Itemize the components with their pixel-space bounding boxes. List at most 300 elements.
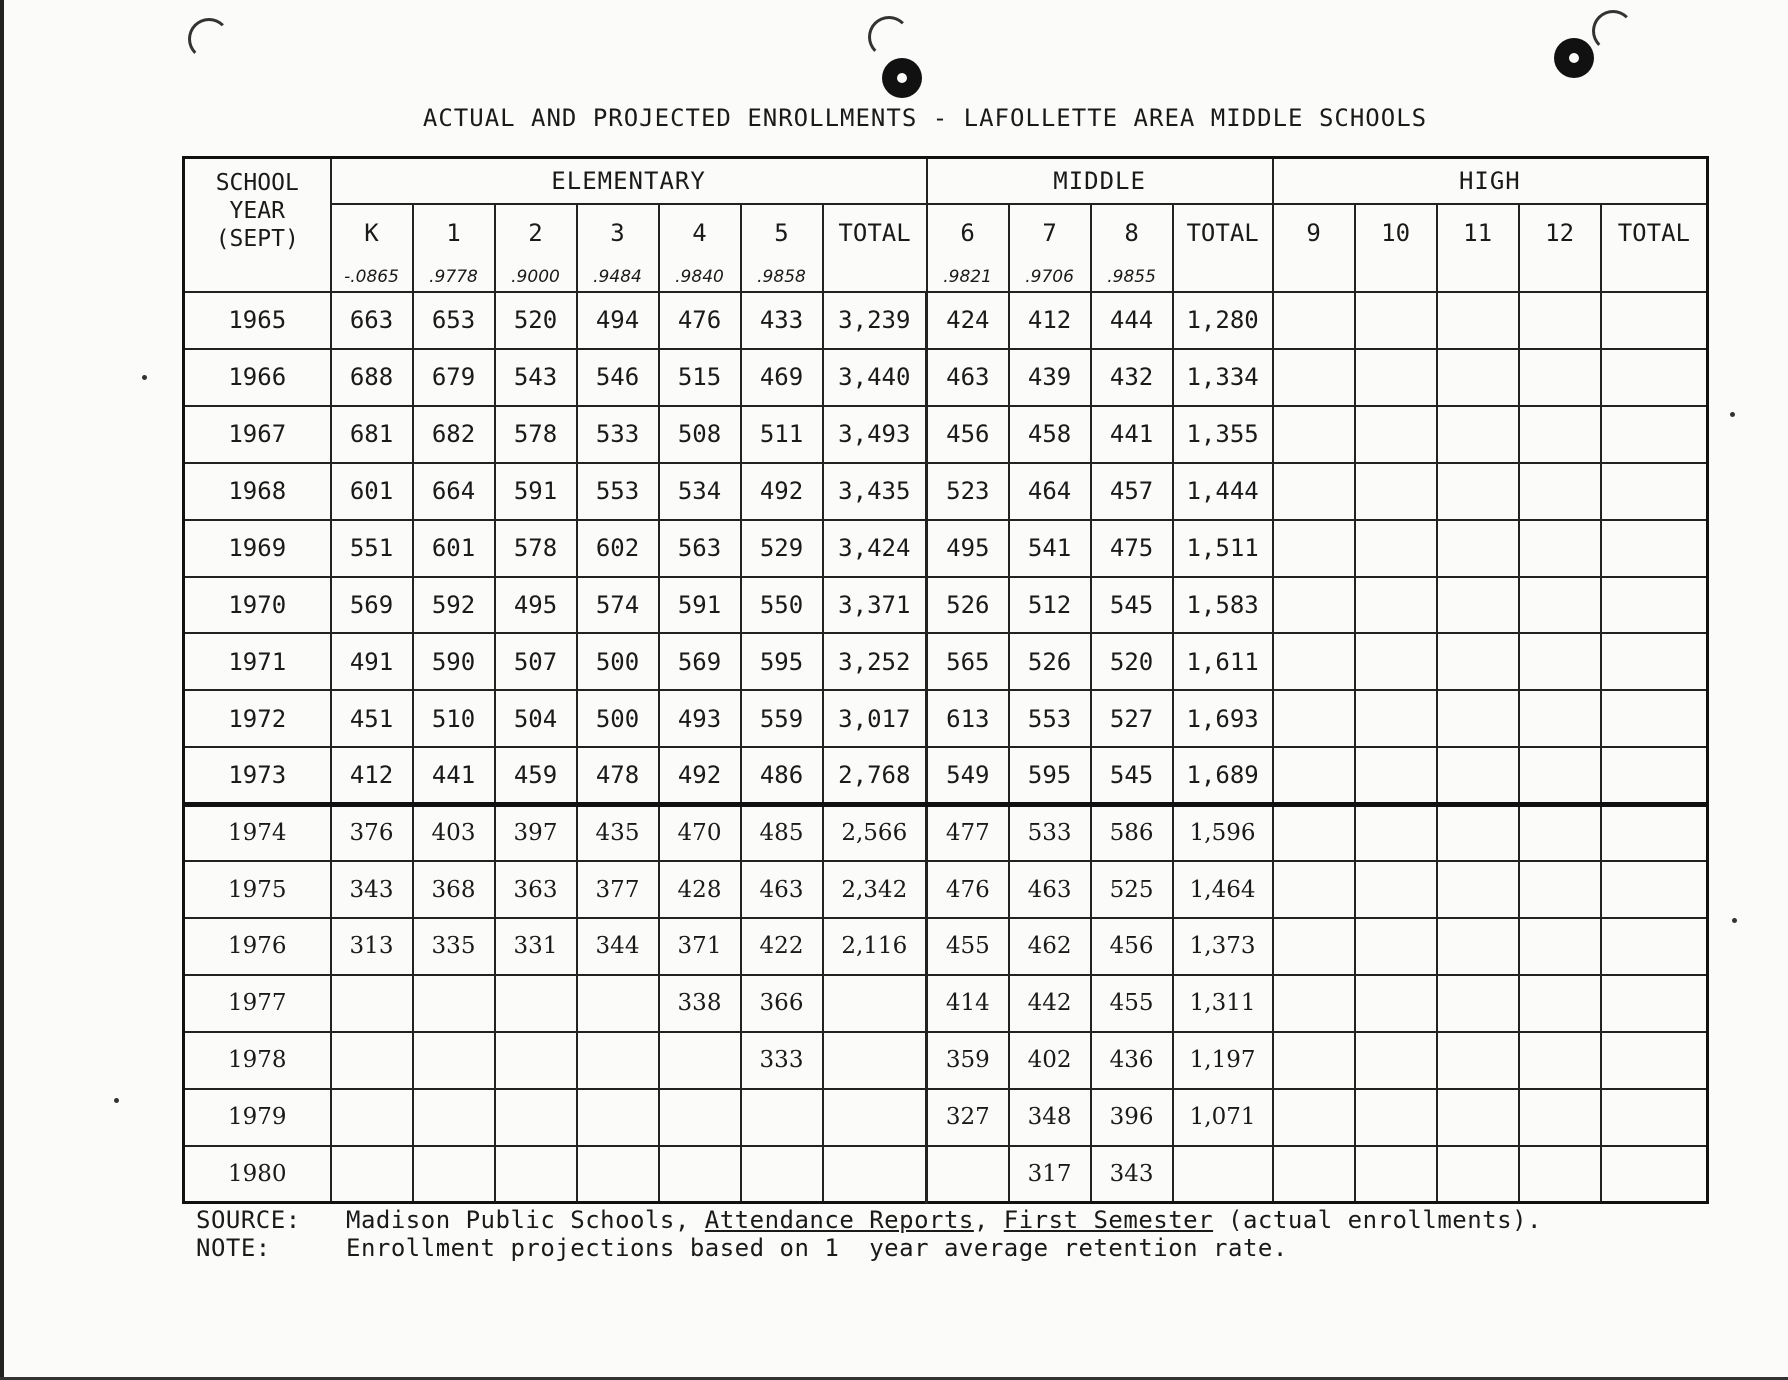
elementary-grade-cell: 569 (331, 577, 413, 634)
high-grade-cell (1273, 463, 1355, 520)
high-total-cell (1601, 292, 1708, 349)
elementary-grade-cell: 602 (577, 520, 659, 577)
elementary-total-cell: 2,342 (823, 861, 927, 918)
elementary-grade-cell: 543 (495, 349, 577, 406)
elementary-grade-cell (659, 1089, 741, 1146)
grade-label: 3 (610, 219, 625, 247)
elementary-grade-cell (331, 1089, 413, 1146)
scan-speck (1730, 412, 1735, 417)
elementary-grade-cell: 508 (659, 406, 741, 463)
high-grade-cell (1273, 349, 1355, 406)
column-header-row (184, 204, 1708, 292)
middle-grade-cell: 533 (1009, 804, 1091, 861)
grade-label: 12 (1545, 219, 1575, 247)
high-grade-cell (1519, 747, 1601, 804)
retention-rate: .9484 (593, 267, 642, 287)
elementary-grade-cell (413, 975, 495, 1032)
high-grade-cell (1519, 349, 1601, 406)
middle-grade-cell: 327 (927, 1089, 1009, 1146)
high-grade-cell (1355, 975, 1437, 1032)
elementary-grade-cell: 679 (413, 349, 495, 406)
high-grade-cell (1437, 861, 1519, 918)
elementary-total-cell: 2,566 (823, 804, 927, 861)
elementary-grade-cell: 500 (577, 633, 659, 690)
high-grade-cell (1273, 861, 1355, 918)
middle-grade-cell: 475 (1091, 520, 1173, 577)
high-grade-cell (1437, 577, 1519, 634)
high-grade-cell (1355, 406, 1437, 463)
elementary-grade-cell: 510 (413, 690, 495, 747)
high-grade-cell (1437, 918, 1519, 975)
middle-total-cell: 1,583 (1173, 577, 1273, 634)
middle-grade-cell: 545 (1091, 747, 1173, 804)
elementary-grade-cell (413, 1089, 495, 1146)
retention-rate: -.0865 (344, 267, 399, 287)
elementary-total-header (823, 204, 927, 292)
source-title-underlined: Attendance Reports (704, 1206, 974, 1234)
high-grade-cell (1273, 633, 1355, 690)
high-grade-cell (1519, 292, 1601, 349)
high-grade-cell (1519, 918, 1601, 975)
school-year-header-line: (SEPT) (215, 226, 299, 252)
grade-column-header (1355, 204, 1437, 292)
elementary-grade-cell: 563 (659, 520, 741, 577)
elementary-grade-cell: 435 (577, 804, 659, 861)
retention-rate: .9821 (943, 267, 992, 287)
middle-grade-cell: 458 (1009, 406, 1091, 463)
middle-total-cell: 1,311 (1173, 975, 1273, 1032)
middle-grade-cell: 456 (927, 406, 1009, 463)
high-grade-cell (1519, 520, 1601, 577)
school-year-cell: 1966 (184, 349, 331, 406)
projection-note (196, 1234, 1542, 1262)
high-grade-cell (1437, 520, 1519, 577)
high-grade-cell (1355, 349, 1437, 406)
elementary-grade-cell: 534 (659, 463, 741, 520)
high-total-cell (1601, 520, 1708, 577)
elementary-grade-cell: 515 (659, 349, 741, 406)
high-grade-cell (1273, 975, 1355, 1032)
high-grade-cell (1519, 804, 1601, 861)
high-grade-cell (1437, 292, 1519, 349)
middle-total-cell: 1,071 (1173, 1089, 1273, 1146)
table-row (184, 1089, 1708, 1146)
table-row (184, 804, 1708, 861)
high-group-header: HIGH (1273, 158, 1708, 205)
table-row (184, 520, 1708, 577)
middle-grade-cell: 525 (1091, 861, 1173, 918)
middle-grade-cell: 512 (1009, 577, 1091, 634)
elementary-grade-cell: 595 (741, 633, 823, 690)
high-total-cell (1601, 1089, 1708, 1146)
elementary-grade-cell: 403 (413, 804, 495, 861)
elementary-grade-cell: 363 (495, 861, 577, 918)
table-row (184, 690, 1708, 747)
high-grade-cell (1355, 804, 1437, 861)
elementary-grade-cell (495, 1146, 577, 1203)
high-total-cell (1601, 861, 1708, 918)
elementary-total-cell: 3,371 (823, 577, 927, 634)
elementary-grade-cell: 469 (741, 349, 823, 406)
elementary-grade-cell: 578 (495, 406, 577, 463)
elementary-grade-cell: 377 (577, 861, 659, 918)
elementary-grade-cell (495, 975, 577, 1032)
high-grade-cell (1437, 406, 1519, 463)
middle-grade-cell: 613 (927, 690, 1009, 747)
elementary-total-cell (823, 1089, 927, 1146)
high-grade-cell (1355, 633, 1437, 690)
elementary-grade-cell: 507 (495, 633, 577, 690)
elementary-total-cell: 3,017 (823, 690, 927, 747)
elementary-total-cell: 3,424 (823, 520, 927, 577)
footnotes (196, 1206, 1542, 1262)
grade-column-header (577, 204, 659, 292)
elementary-grade-cell (413, 1146, 495, 1203)
high-total-cell (1601, 690, 1708, 747)
middle-grade-cell: 455 (1091, 975, 1173, 1032)
school-year-cell: 1972 (184, 690, 331, 747)
grade-label: 7 (1042, 219, 1057, 247)
document-title: ACTUAL AND PROJECTED ENROLLMENTS - LAFOLLETTE AREA MIDDLE SCHOOLS (422, 104, 1428, 132)
school-year-header (184, 158, 331, 293)
middle-total-cell: 1,511 (1173, 520, 1273, 577)
middle-grade-cell: 545 (1091, 577, 1173, 634)
high-total-cell (1601, 577, 1708, 634)
elementary-grade-cell (741, 1089, 823, 1146)
group-header-row (184, 158, 1708, 205)
elementary-grade-cell: 368 (413, 861, 495, 918)
high-total-cell (1601, 633, 1708, 690)
elementary-grade-cell: 433 (741, 292, 823, 349)
high-grade-cell (1355, 463, 1437, 520)
elementary-grade-cell (413, 1032, 495, 1089)
grade-label: 5 (774, 219, 789, 247)
elementary-grade-cell: 495 (495, 577, 577, 634)
elementary-grade-cell: 494 (577, 292, 659, 349)
grade-column-header (659, 204, 741, 292)
total-label: TOTAL (838, 219, 911, 247)
elementary-grade-cell: 592 (413, 577, 495, 634)
grade-column-header (927, 204, 1009, 292)
elementary-grade-cell (577, 1032, 659, 1089)
high-grade-cell (1437, 747, 1519, 804)
high-grade-cell (1519, 463, 1601, 520)
note-text: Enrollment projections based on 1 year average retention rate. (346, 1234, 1288, 1262)
elementary-grade-cell: 559 (741, 690, 823, 747)
elementary-grade-cell: 463 (741, 861, 823, 918)
high-grade-cell (1273, 292, 1355, 349)
school-year-header-line: YEAR (229, 198, 285, 224)
elementary-grade-cell: 553 (577, 463, 659, 520)
middle-total-cell: 1,596 (1173, 804, 1273, 861)
elementary-total-cell: 2,768 (823, 747, 927, 804)
middle-grade-cell: 549 (927, 747, 1009, 804)
middle-grade-cell: 527 (1091, 690, 1173, 747)
elementary-grade-cell: 422 (741, 918, 823, 975)
middle-total-cell: 1,197 (1173, 1032, 1273, 1089)
middle-grade-cell: 441 (1091, 406, 1173, 463)
middle-grade-cell: 455 (927, 918, 1009, 975)
table-row (184, 747, 1708, 804)
elementary-grade-cell: 591 (495, 463, 577, 520)
elementary-grade-cell: 470 (659, 804, 741, 861)
middle-grade-cell: 495 (927, 520, 1009, 577)
elementary-grade-cell: 343 (331, 861, 413, 918)
table-row (184, 1146, 1708, 1203)
elementary-grade-cell: 546 (577, 349, 659, 406)
punch-hole (882, 58, 922, 98)
middle-grade-cell: 436 (1091, 1032, 1173, 1089)
total-label: TOTAL (1186, 219, 1259, 247)
middle-grade-cell: 463 (1009, 861, 1091, 918)
elementary-grade-cell: 493 (659, 690, 741, 747)
table-row (184, 975, 1708, 1032)
elementary-grade-cell: 366 (741, 975, 823, 1032)
high-grade-cell (1437, 633, 1519, 690)
table-row (184, 406, 1708, 463)
middle-grade-cell: 424 (927, 292, 1009, 349)
table-row (184, 1032, 1708, 1089)
middle-grade-cell (927, 1146, 1009, 1203)
grade-column-header (1091, 204, 1173, 292)
high-total-cell (1601, 406, 1708, 463)
elementary-total-cell (823, 975, 927, 1032)
elementary-grade-cell: 663 (331, 292, 413, 349)
elementary-grade-cell: 333 (741, 1032, 823, 1089)
middle-grade-cell: 442 (1009, 975, 1091, 1032)
elementary-total-cell: 3,440 (823, 349, 927, 406)
middle-grade-cell: 414 (927, 975, 1009, 1032)
elementary-total-cell: 3,239 (823, 292, 927, 349)
elementary-grade-cell: 428 (659, 861, 741, 918)
middle-total-cell: 1,464 (1173, 861, 1273, 918)
high-total-cell (1601, 747, 1708, 804)
high-grade-cell (1273, 1146, 1355, 1203)
elementary-total-cell (823, 1032, 927, 1089)
elementary-grade-cell (577, 1089, 659, 1146)
school-year-cell: 1975 (184, 861, 331, 918)
middle-grade-cell: 541 (1009, 520, 1091, 577)
grade-label: 9 (1306, 219, 1321, 247)
elementary-grade-cell: 681 (331, 406, 413, 463)
high-grade-cell (1273, 520, 1355, 577)
retention-rate: .9000 (511, 267, 560, 287)
high-grade-cell (1355, 1032, 1437, 1089)
grade-column-header (741, 204, 823, 292)
source-text: (actual enrollments). (1213, 1206, 1542, 1234)
middle-grade-cell: 523 (927, 463, 1009, 520)
school-year-cell: 1979 (184, 1089, 331, 1146)
elementary-grade-cell: 371 (659, 918, 741, 975)
middle-grade-cell: 462 (1009, 918, 1091, 975)
high-grade-cell (1355, 292, 1437, 349)
retention-rate: .9858 (757, 267, 806, 287)
middle-group-header: MIDDLE (927, 158, 1273, 205)
middle-grade-cell: 526 (927, 577, 1009, 634)
middle-grade-cell: 317 (1009, 1146, 1091, 1203)
elementary-grade-cell: 397 (495, 804, 577, 861)
high-grade-cell (1437, 1089, 1519, 1146)
enrollment-table (182, 156, 1709, 1204)
high-grade-cell (1519, 690, 1601, 747)
high-grade-cell (1273, 1032, 1355, 1089)
middle-total-header (1173, 204, 1273, 292)
table-row (184, 861, 1708, 918)
school-year-cell: 1970 (184, 577, 331, 634)
elementary-grade-cell (741, 1146, 823, 1203)
grade-column-header (1437, 204, 1519, 292)
middle-grade-cell: 412 (1009, 292, 1091, 349)
elementary-grade-cell: 551 (331, 520, 413, 577)
elementary-grade-cell: 550 (741, 577, 823, 634)
elementary-grade-cell: 478 (577, 747, 659, 804)
elementary-grade-cell: 591 (659, 577, 741, 634)
middle-total-cell: 1,355 (1173, 406, 1273, 463)
elementary-grade-cell: 412 (331, 747, 413, 804)
elementary-grade-cell: 511 (741, 406, 823, 463)
elementary-grade-cell: 476 (659, 292, 741, 349)
source-text: Madison Public Schools, (346, 1206, 705, 1234)
high-total-cell (1601, 975, 1708, 1032)
middle-grade-cell: 456 (1091, 918, 1173, 975)
high-total-cell (1601, 1032, 1708, 1089)
middle-grade-cell: 565 (927, 633, 1009, 690)
grade-column-header (495, 204, 577, 292)
school-year-cell: 1974 (184, 804, 331, 861)
school-year-cell: 1967 (184, 406, 331, 463)
high-grade-cell (1519, 975, 1601, 1032)
binder-ring-mark (1592, 10, 1634, 52)
elementary-grade-cell: 574 (577, 577, 659, 634)
school-year-cell: 1973 (184, 747, 331, 804)
middle-grade-cell: 520 (1091, 633, 1173, 690)
grade-label: 11 (1463, 219, 1493, 247)
grade-column-header (413, 204, 495, 292)
elementary-grade-cell (331, 975, 413, 1032)
high-grade-cell (1355, 690, 1437, 747)
middle-grade-cell: 477 (927, 804, 1009, 861)
high-grade-cell (1437, 690, 1519, 747)
high-grade-cell (1519, 406, 1601, 463)
high-grade-cell (1273, 690, 1355, 747)
high-grade-cell (1273, 1089, 1355, 1146)
punch-hole (1554, 38, 1594, 78)
elementary-total-cell: 3,493 (823, 406, 927, 463)
elementary-grade-cell (495, 1032, 577, 1089)
source-label: SOURCE: (196, 1206, 301, 1234)
grade-label: 2 (528, 219, 543, 247)
school-year-cell: 1968 (184, 463, 331, 520)
high-grade-cell (1355, 918, 1437, 975)
elementary-grade-cell: 569 (659, 633, 741, 690)
elementary-grade-cell: 313 (331, 918, 413, 975)
elementary-grade-cell: 533 (577, 406, 659, 463)
middle-grade-cell: 463 (927, 349, 1009, 406)
elementary-grade-cell: 344 (577, 918, 659, 975)
grade-label: 4 (692, 219, 707, 247)
middle-grade-cell: 343 (1091, 1146, 1173, 1203)
elementary-grade-cell: 578 (495, 520, 577, 577)
middle-total-cell: 1,373 (1173, 918, 1273, 975)
high-grade-cell (1437, 349, 1519, 406)
retention-rate: .9778 (429, 267, 478, 287)
scan-speck (1732, 918, 1737, 923)
retention-rate: .9855 (1107, 267, 1156, 287)
scan-speck (142, 375, 147, 380)
note-label: NOTE: (196, 1234, 271, 1262)
elementary-total-cell: 3,435 (823, 463, 927, 520)
table-row (184, 349, 1708, 406)
elementary-grade-cell: 376 (331, 804, 413, 861)
grade-label: 10 (1381, 219, 1411, 247)
middle-grade-cell: 586 (1091, 804, 1173, 861)
middle-total-cell: 1,693 (1173, 690, 1273, 747)
high-grade-cell (1519, 1146, 1601, 1203)
elementary-grade-cell: 601 (413, 520, 495, 577)
high-total-cell (1601, 918, 1708, 975)
scan-speck (114, 1098, 119, 1103)
elementary-grade-cell (659, 1032, 741, 1089)
total-label: TOTAL (1617, 219, 1690, 247)
high-grade-cell (1273, 918, 1355, 975)
binder-ring-mark (188, 18, 230, 60)
middle-grade-cell: 444 (1091, 292, 1173, 349)
middle-grade-cell: 476 (927, 861, 1009, 918)
elementary-grade-cell (331, 1032, 413, 1089)
middle-grade-cell: 457 (1091, 463, 1173, 520)
school-year-cell: 1965 (184, 292, 331, 349)
middle-grade-cell: 402 (1009, 1032, 1091, 1089)
grade-label: K (364, 219, 379, 247)
high-grade-cell (1519, 861, 1601, 918)
table-row (184, 918, 1708, 975)
elementary-grade-cell (495, 1089, 577, 1146)
elementary-grade-cell (577, 975, 659, 1032)
elementary-grade-cell: 451 (331, 690, 413, 747)
elementary-grade-cell: 520 (495, 292, 577, 349)
high-grade-cell (1519, 633, 1601, 690)
elementary-grade-cell: 590 (413, 633, 495, 690)
school-year-cell: 1977 (184, 975, 331, 1032)
elementary-total-cell: 3,252 (823, 633, 927, 690)
high-grade-cell (1355, 1146, 1437, 1203)
elementary-grade-cell: 601 (331, 463, 413, 520)
elementary-grade-cell: 664 (413, 463, 495, 520)
elementary-grade-cell: 492 (741, 463, 823, 520)
middle-grade-cell: 526 (1009, 633, 1091, 690)
grade-label: 8 (1124, 219, 1139, 247)
table-row (184, 633, 1708, 690)
elementary-grade-cell: 486 (741, 747, 823, 804)
high-grade-cell (1355, 520, 1437, 577)
high-grade-cell (1273, 406, 1355, 463)
table-row (184, 577, 1708, 634)
middle-grade-cell: 595 (1009, 747, 1091, 804)
middle-grade-cell: 396 (1091, 1089, 1173, 1146)
high-grade-cell (1355, 1089, 1437, 1146)
high-grade-cell (1273, 747, 1355, 804)
school-year-cell: 1971 (184, 633, 331, 690)
elementary-grade-cell: 459 (495, 747, 577, 804)
elementary-grade-cell: 653 (413, 292, 495, 349)
elementary-grade-cell (577, 1146, 659, 1203)
elementary-grade-cell: 500 (577, 690, 659, 747)
middle-grade-cell: 439 (1009, 349, 1091, 406)
high-grade-cell (1519, 577, 1601, 634)
high-grade-cell (1355, 861, 1437, 918)
high-grade-cell (1273, 804, 1355, 861)
high-total-cell (1601, 1146, 1708, 1203)
